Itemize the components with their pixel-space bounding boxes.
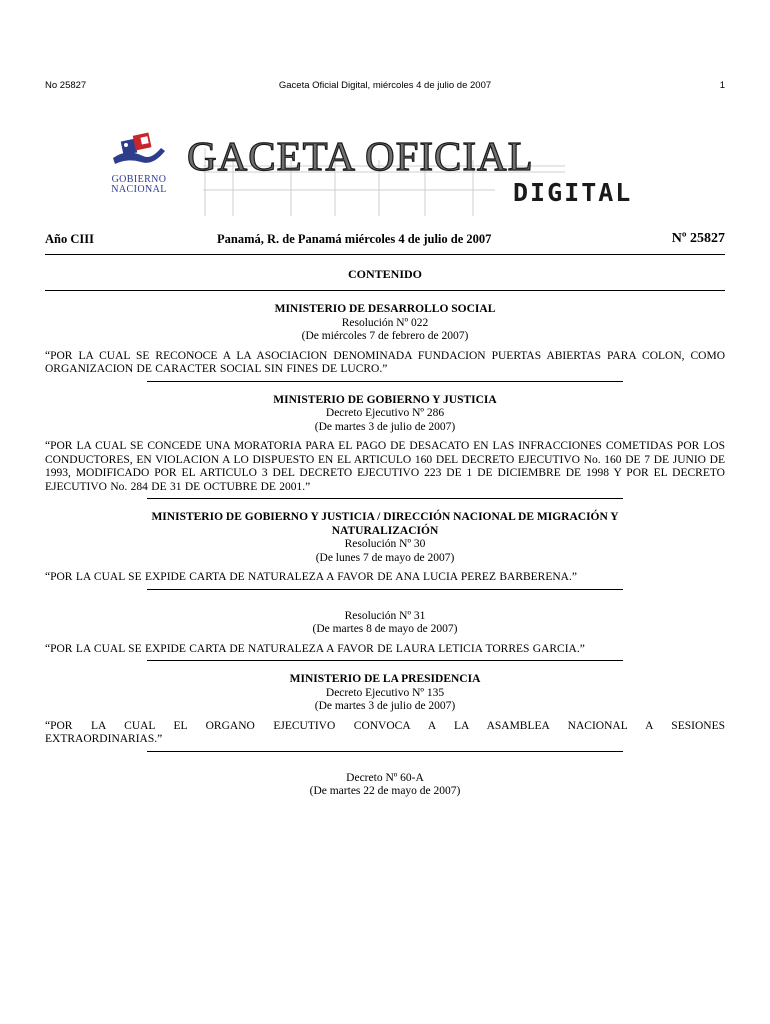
rule-contents — [45, 290, 725, 291]
document-number: Decreto Ejecutivo Nº 286 — [325, 407, 445, 419]
document-summary: “POR LA CUAL SE EXPIDE CARTA DE NATURALEZA A FAVOR DE ANA LUCIA PEREZ BARBERENA.” — [45, 571, 577, 583]
section-migracion — [45, 511, 725, 565]
masthead — [95, 118, 655, 223]
ministry-name: MINISTERIO DE DESARROLLO SOCIAL — [274, 303, 496, 315]
document-date: (De martes 8 de mayo de 2007) — [312, 623, 458, 635]
document-summary: “POR LA CUAL SE EXPIDE CARTA DE NATURALEZA A FAVOR DE LAURA LETICIA TORRES GARCIA.” — [45, 642, 585, 655]
contents-heading: CONTENIDO — [347, 267, 422, 281]
document-date: (De martes 3 de julio de 2007) — [314, 700, 456, 712]
issue-number: Nº 25827 — [671, 231, 725, 246]
running-header — [45, 80, 725, 94]
issue-place-date: Panamá, R. de Panamá miércoles 4 de julio de 2007 — [217, 232, 492, 246]
divider — [147, 381, 623, 382]
masthead-subtitle: DIGITAL — [513, 178, 633, 207]
document-date: (De lunes 7 de mayo de 2007) — [315, 551, 455, 564]
document-summary: “POR LA CUAL EL ORGANO EJECUTIVO CONVOCA A LA ASAMBLEA NACIONAL A SESIONES EXTRAORDINARIAS.” — [45, 719, 725, 745]
masthead-title: GACETA OFICIAL — [187, 133, 534, 179]
header-page-number: 1 — [719, 80, 725, 91]
section-presidencia — [45, 673, 725, 714]
divider — [147, 498, 623, 499]
divider — [147, 589, 623, 590]
document-number: Decreto Ejecutivo Nº 135 — [325, 686, 445, 699]
divider — [147, 660, 623, 661]
document-number: Resolución Nº 022 — [341, 316, 429, 329]
government-logo-icon — [113, 132, 165, 164]
section-decreto-60a — [45, 772, 725, 799]
section-desarrollo-social — [45, 303, 725, 344]
ministry-name: MINISTERIO DE GOBIERNO Y JUSTICIA — [273, 393, 497, 406]
document-number: Resolución Nº 30 — [344, 538, 426, 550]
rule-top — [45, 254, 725, 255]
ministry-name: MINISTERIO DE GOBIERNO Y JUSTICIA / DIRECCIÓN NACIONAL DE MIGRACIÓN Y NATURALIZACIÓN — [151, 511, 619, 537]
header-issue-number: No 25827 — [45, 80, 87, 91]
document-date: (De martes 22 de mayo de 2007) — [309, 785, 461, 797]
document-date: (De miércoles 7 de febrero de 2007) — [301, 330, 469, 342]
contents-list — [45, 303, 725, 799]
section-gobierno-justicia — [45, 394, 725, 435]
section-resolucion-31 — [45, 610, 725, 637]
document-number: Decreto Nº 60-A — [346, 771, 424, 784]
document-summary: “POR LA CUAL SE RECONOCE A LA ASOCIACION DENOMINADA FUNDACION PUERTAS ABIERTAS PARA COLON, COMO ORGANIZACION DE CARACTER SOCIAL SIN FINES DE LUCRO.” — [45, 349, 725, 375]
document-summary: “POR LA CUAL SE CONCEDE UNA MORATORIA PARA EL PAGO DE DESACATO EN LAS INFRACCIONES COMETIDAS POR LOS CONDUCTORES, EN VIOLACION A LO DISPUESTO EN EL ARTICULO 160 DEL DECRETO EJECUTIVO No. 160 DE 7 DE JUNIO DE 1993, MODIFICADO POR EL ARTICULO 3 DEL DECRETO EJECUTIVO 223 DE 1 DE DICIEMBRE DE 1998 Y POR EL DECRETO EJECUTIVO No. 284 DE 31 DE OCTUBRE DE 2001.” — [45, 440, 725, 493]
logo-text: GOBIERNO NACIONAL — [111, 174, 167, 195]
divider — [147, 751, 623, 752]
issue-line — [45, 232, 725, 252]
issue-year: Año CIII — [45, 232, 94, 246]
document-number: Resolución Nº 31 — [344, 609, 426, 622]
header-title: Gaceta Oficial Digital, miércoles 4 de julio de 2007 — [278, 80, 492, 91]
ministry-name: MINISTERIO DE LA PRESIDENCIA — [289, 673, 481, 685]
document-date: (De martes 3 de julio de 2007) — [314, 420, 456, 433]
